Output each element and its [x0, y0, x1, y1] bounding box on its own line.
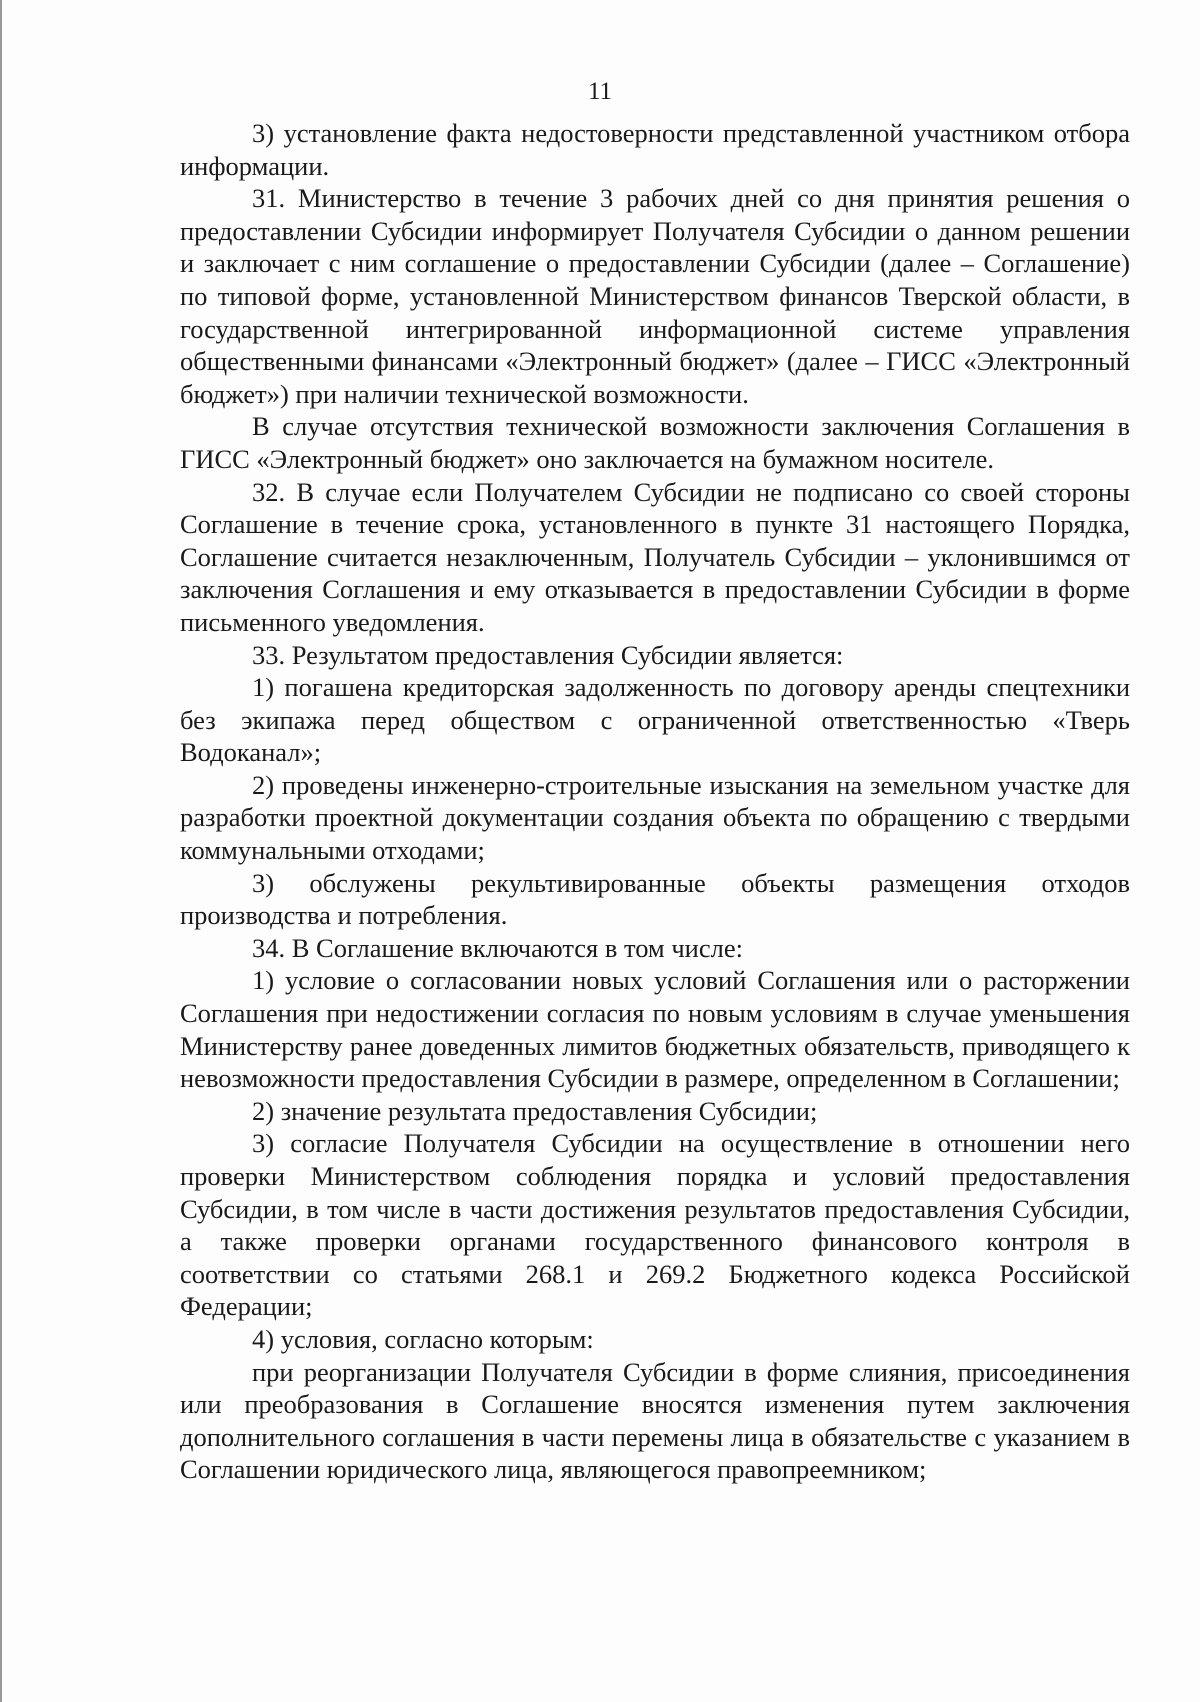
paragraph-34-item-3: 3) согласие Получателя Субсидии на осуществление в отношении него проверки Министерством соблюдения порядка и условий предоставления Субсидии, в том числе в части достижения результатов предоставления Субсидии, а также проверки органами государственного финансового контроля в соответствии со статьями 268.1 и 269.2 Бюджетного кодекса Российской Федерации;	[180, 1128, 1130, 1322]
paragraph-34: 34. В Соглашение включаются в том числе:	[252, 932, 743, 963]
paragraph-33-item-3: 3) обслужены рекультивированные объекты размещения отходов производства и потребления.	[180, 867, 1130, 931]
page-edge	[0, 0, 2, 1702]
page-number: 11	[587, 78, 613, 105]
paragraph-33: 33. Результатом предоставления Субсидии является:	[252, 639, 844, 670]
document-body	[180, 117, 1130, 1486]
paragraph-31: 31. Министерство в течение 3 рабочих дней со дня принятия решения о предоставлении Субсидии информирует Получателя Субсидии о данном решении и заключает с ним соглашение о предоставлении Субсидии (далее – Соглашение) по типовой форме, установленной Министерством финансов Тверской области, в государственной интегрированной информационной системе управления общественными финансами «Электронный бюджет» (далее – ГИСС «Электронный бюджет») при наличии технической возможности.	[180, 183, 1130, 409]
paragraph-34-item-1: 1) условие о согласовании новых условий Соглашения или о расторжении Соглашения при недостижении согласия по новым условиям в случае уменьшения Министерству ранее доведенных лимитов бюджетных обязательств, приводящего к невозможности предоставления Субсидии в размере, определенном в Соглашении;	[180, 965, 1130, 1094]
paragraph-34-item-4-reorganization: при реорганизации Получателя Субсидии в форме слияния, присоединения или преобразования в Соглашение вносятся изменения путем заключения дополнительного соглашения в части перемены лица в обязательстве с указанием в Соглашении юридического лица, являющегося правопреемником;	[180, 1356, 1130, 1485]
paragraph-33-item-1: 1) погашена кредиторская задолженность по договору аренды спецтехники без экипажа перед обществом с ограниченной ответственностью «Тверь Водоканал»;	[180, 672, 1130, 768]
paragraph-3-unreliable-info: 3) установление факта недостоверности представленной участником отбора информации.	[180, 118, 1130, 181]
paragraph-34-item-2: 2) значение результата предоставления Субсидии;	[252, 1095, 818, 1126]
paragraph-31-paper: В случае отсутствия технической возможности заключения Соглашения в ГИСС «Электронный бюджет» оно заключается на бумажном носителе.	[180, 411, 1130, 474]
paragraph-34-item-4: 4) условия, согласно которым:	[252, 1323, 594, 1354]
paragraph-32: 32. В случае если Получателем Субсидии не подписано со своей стороны Соглашение в течение срока, установленного в пункте 31 настоящего Порядка, Соглашение считается незаключенным, Получатель Субсидии – уклонившимся от заключения Соглашения и ему отказывается в предоставлении Субсидии в форме письменного уведомления.	[180, 476, 1130, 637]
paragraph-33-item-2: 2) проведены инженерно-строительные изыскания на земельном участке для разработки проектной документации создания объекта по обращению с твердыми коммунальными отходами;	[180, 769, 1130, 866]
